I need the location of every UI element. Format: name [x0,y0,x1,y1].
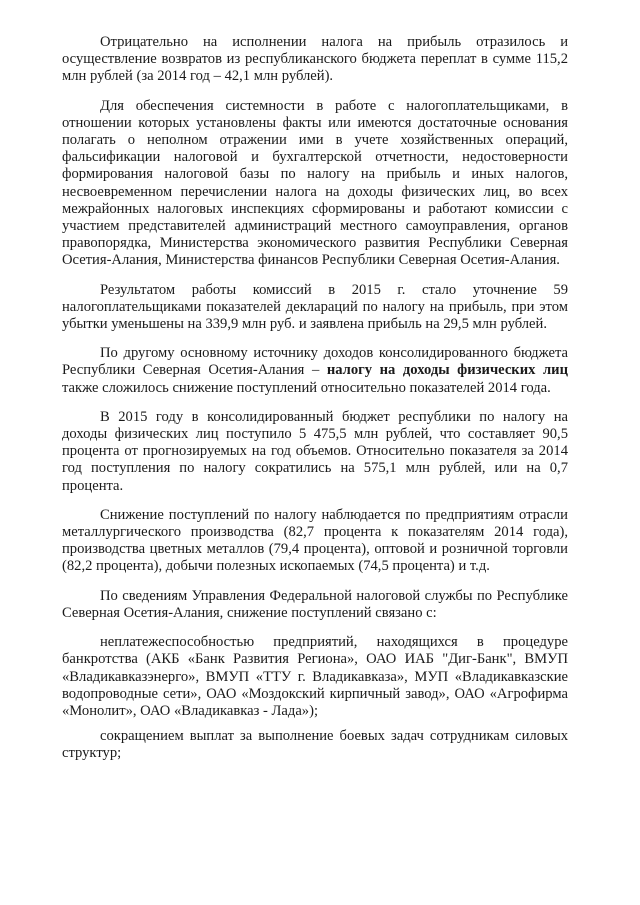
paragraph-payment-reduction: сокращением выплат за выполнение боевых задач сотрудникам силовых структур; [62,728,568,762]
paragraph-bankruptcy-list: неплатежеспособностью предприятий, находящихся в процедуре банкротства (АКБ «Банк Развития Региона», ОАО ИАБ "Диг-Банк", ВМУП «Владикавказэнерго», ВМУП «ТТУ г. Владикавказа», МУП «Владикавказские водопроводные сети», ОАО «Моздокский кирпичный завод», ОАО «Агрофирма «Монолит», ОАО «Владикавказ - Лада»); [62,634,568,719]
bold-term: налогу на доходы физических лиц [326,362,568,379]
paragraph-tax-service-info: По сведениям Управления Федеральной налоговой службы по Республике Северная Осетия-Алания, снижение поступлений связано с: [62,587,568,621]
paragraph-text-after: также сложилось снижение поступлений относительно показателей 2014 года. [62,379,551,396]
document-page [62,34,568,775]
paragraph-profit-tax-refunds: Отрицательно на исполнении налога на прибыль отразилось и осуществление возвратов из республиканского бюджета переплат в сумме 115,2 млн рублей (за 2014 год – 42,1 млн рублей). [62,34,568,85]
paragraph-text-before: По другому основному источнику доходов консолидированного бюджета Республики Северная Осетия-Алания – [62,345,568,379]
paragraph-commission-results: Результатом работы комиссий в 2015 г. стало уточнение 59 налогоплательщиками показателей деклараций по налогу на прибыль, при этом убытки уменьшены на 339,9 млн руб. и заявлена прибыль на 29,5 млн рублей. [62,281,568,333]
paragraph-personal-income-tax [62,345,568,397]
paragraph-commissions: Для обеспечения системности в работе с налогоплательщиками, в отношении которых установлены факты или имеются достаточные основания полагать о неполном отражении ими в учете хозяйственных операций, фальсификации налоговой и бухгалтерской отчетности, недостоверности формирования налоговой базы по налогу на прибыль и иных налогов, несвоевременном перечислении налога на доходы физических лиц, во всех межрайонных налоговых инспекциях сформированы и работают комиссии с участием представителей администраций местного самоуправления, органов правопорядка, Министерства экономического развития Республики Северная Осетия-Алания, Министерства финансов Республики Северная Осетия-Алания. [62,97,568,269]
paragraph-decline-by-sector: Снижение поступлений по налогу наблюдается по предприятиям отрасли металлургического производства (82,7 процента к показателям 2014 года), производства цветных металлов (79,4 процента), оптовой и розничной торговли (82,2 процента), добычи полезных ископаемых (74,5 процента) и т.д. [62,506,568,575]
paragraph-2015-receipts: В 2015 году в консолидированный бюджет республики по налогу на доходы физических лиц поступило 5 475,5 млн рублей, что составляет 90,5 процента от прогнозируемых на год объемов. Относительно показателя за 2014 год поступления по налогу сократились на 575,1 млн рублей, или на 0,7 процента. [62,408,568,494]
